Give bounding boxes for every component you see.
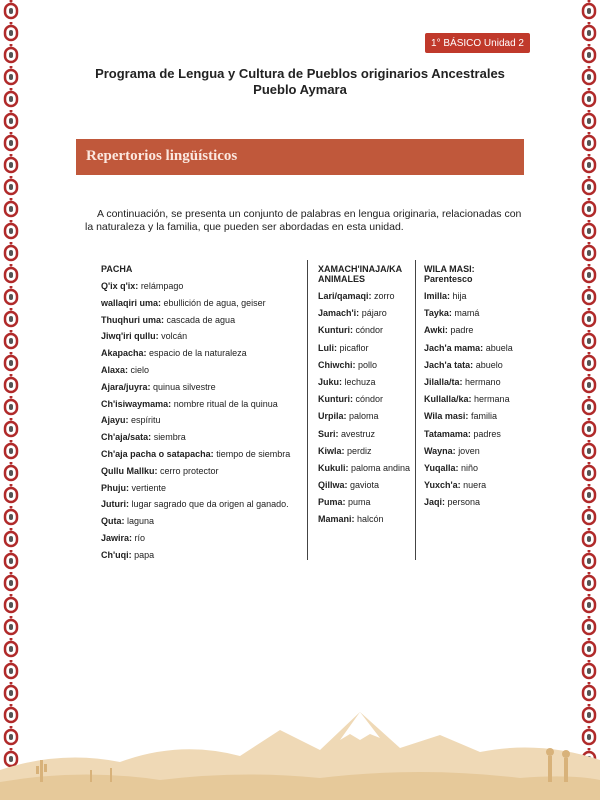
word-definition: tiempo de siembra: [216, 448, 291, 459]
word-term: Q'ix q'ix:: [101, 281, 139, 291]
word-term: Jawira:: [101, 532, 133, 543]
word-definition: joven: [458, 445, 480, 456]
word-term: Jaqi:: [424, 497, 446, 508]
word-entry: [101, 532, 301, 549]
word-term: Kiwla:: [318, 445, 345, 456]
column-divider: [307, 260, 308, 560]
word-entry: [424, 376, 524, 393]
word-term: Ajayu:: [101, 415, 129, 426]
heading-line-1: WILA MASI:: [424, 264, 475, 274]
word-entry: [101, 498, 301, 515]
column-heading: [318, 264, 413, 284]
word-definition: mamá: [454, 308, 480, 319]
word-entry: [101, 431, 301, 448]
word-definition: nuera: [463, 480, 487, 491]
word-definition: padres: [473, 428, 501, 439]
word-entry: [424, 307, 524, 324]
right-decorative-border: [578, 0, 600, 800]
word-list: [424, 290, 524, 513]
word-term: wallaqiri uma:: [101, 297, 162, 308]
word-definition: padre: [450, 325, 474, 336]
word-term: Luli:: [318, 342, 337, 353]
word-entry: [318, 445, 413, 462]
word-entry: [101, 347, 301, 364]
word-entry: [101, 330, 301, 347]
word-entry: [424, 359, 524, 376]
word-definition: niño: [461, 462, 479, 473]
word-definition: lugar sagrado que da origen al ganado.: [131, 499, 289, 510]
word-definition: hija: [452, 291, 467, 301]
heading-line-2: ANIMALES: [318, 274, 365, 284]
word-entry: [424, 445, 524, 462]
animales-column: [318, 264, 413, 531]
word-definition: quinua silvestre: [153, 381, 216, 392]
word-term: Wayna:: [424, 445, 456, 456]
word-term: Akapacha:: [101, 348, 147, 359]
word-definition: cielo: [130, 364, 150, 375]
word-entry: [318, 496, 413, 513]
section-title: Repertorios lingüísticos: [86, 148, 238, 164]
word-term: Imilla:: [424, 291, 451, 301]
word-entry: [318, 307, 413, 324]
word-term: Tatamama:: [424, 428, 471, 439]
word-entry: [424, 428, 524, 445]
word-definition: familia: [470, 411, 497, 422]
heading-line-1: XAMACH'INAJA/KA: [318, 264, 403, 274]
word-entry: [318, 290, 413, 307]
right-border-pattern: [578, 0, 600, 800]
word-entry: [424, 342, 524, 359]
intro-paragraph: A continuación, se presenta un conjunto de palabras en lengua originaria, relacionadas con la naturaleza y la familia, que pueden ser abordadas en esta unidad.: [85, 208, 522, 233]
word-definition: espacio de la naturaleza: [149, 348, 247, 359]
word-entry: [101, 515, 301, 532]
word-term: Ch'aja pacha o satapacha:: [101, 448, 214, 459]
word-term: Kukuli:: [318, 462, 349, 473]
column-divider: [415, 260, 416, 560]
column-heading: [424, 264, 524, 284]
column-heading: PACHA: [101, 264, 133, 274]
word-term: Ajara/juyra:: [101, 381, 151, 392]
word-term: Mamani:: [318, 514, 355, 525]
word-list: [101, 280, 301, 566]
word-definition: río: [134, 532, 146, 543]
word-entry: [318, 393, 413, 410]
word-entry: [101, 314, 301, 331]
title-line-1: Programa de Lengua y Cultura de Pueblos originarios Ancestrales: [95, 66, 505, 81]
word-term: Ch'isiwaymama:: [101, 398, 172, 409]
word-definition: picaflor: [339, 342, 369, 353]
word-entry: [424, 410, 524, 427]
word-definition: papa: [134, 549, 155, 560]
word-entry: [318, 359, 413, 376]
word-entry: [101, 414, 301, 431]
word-definition: abuela: [485, 342, 513, 353]
mountain-landscape-icon: [0, 690, 600, 800]
word-term: Yuqalla:: [424, 462, 459, 473]
page-title: [60, 66, 540, 98]
word-entry: [424, 324, 524, 341]
word-entry: [318, 324, 413, 341]
word-definition: pollo: [358, 359, 378, 370]
word-definition: halcón: [357, 514, 384, 525]
left-border-pattern: [0, 0, 22, 800]
word-entry: [101, 280, 301, 297]
word-entry: [101, 549, 301, 566]
word-entry: [318, 462, 413, 479]
word-term: Tayka:: [424, 308, 452, 319]
word-term: Qullu Mallku:: [101, 465, 158, 476]
word-definition: laguna: [127, 516, 155, 527]
word-definition: relámpago: [140, 281, 184, 291]
word-definition: siembra: [153, 432, 186, 443]
word-definition: avestruz: [341, 428, 376, 439]
word-definition: puma: [348, 497, 371, 508]
word-term: Ch'aja/sata:: [101, 432, 152, 443]
word-entry: [101, 482, 301, 499]
word-definition: gaviota: [350, 480, 380, 491]
word-term: Juku:: [318, 376, 343, 387]
word-entry: [101, 364, 301, 381]
word-entry: [101, 448, 301, 465]
word-definition: vertiente: [131, 482, 167, 493]
word-definition: cóndor: [355, 325, 384, 336]
word-definition: cerro protector: [160, 465, 219, 476]
word-definition: pájaro: [361, 308, 387, 319]
word-term: Chiwchi:: [318, 359, 356, 370]
word-definition: cóndor: [355, 394, 384, 405]
word-entry: [318, 513, 413, 530]
word-term: Kunturi:: [318, 394, 353, 405]
word-term: Kunturi:: [318, 325, 353, 336]
word-entry: [101, 381, 301, 398]
word-term: Jach'a mama:: [424, 342, 484, 353]
word-entry: [424, 290, 524, 307]
word-entry: [318, 479, 413, 496]
word-entry: [101, 297, 301, 314]
word-definition: paloma: [349, 411, 379, 422]
word-term: Thuqhuri uma:: [101, 314, 164, 325]
word-entry: [101, 398, 301, 415]
word-entry: [318, 428, 413, 445]
word-term: Awki:: [424, 325, 448, 336]
word-term: Wila masi:: [424, 411, 469, 422]
word-definition: abuelo: [475, 359, 503, 370]
word-term: Jach'a tata:: [424, 359, 474, 370]
word-definition: cascada de agua: [166, 314, 236, 325]
word-definition: espíritu: [131, 415, 161, 426]
word-term: Puma:: [318, 497, 346, 508]
word-definition: paloma andina: [351, 462, 411, 473]
word-term: Jamach'i:: [318, 308, 360, 319]
word-definition: perdiz: [347, 445, 372, 456]
word-entry: [101, 465, 301, 482]
left-decorative-border: [0, 0, 22, 800]
word-list: [318, 290, 413, 531]
word-term: Phuju:: [101, 482, 129, 493]
word-entry: [424, 496, 524, 513]
word-term: Jilalla/ta:: [424, 376, 463, 387]
word-term: Yuxch'a:: [424, 480, 461, 491]
footer-landscape-illustration: [0, 690, 600, 800]
word-term: Alaxa:: [101, 364, 129, 375]
word-definition: hermana: [474, 394, 510, 405]
word-entry: [424, 393, 524, 410]
word-term: Juturi:: [101, 499, 129, 510]
word-term: Kullalla/ka:: [424, 394, 472, 405]
parentesco-column: [424, 264, 524, 513]
word-term: Urpila:: [318, 411, 347, 422]
word-definition: nombre ritual de la quinua: [173, 398, 278, 409]
word-definition: lechuza: [344, 376, 376, 387]
word-entry: [318, 342, 413, 359]
word-entry: [424, 462, 524, 479]
word-term: Ch'uqi:: [101, 549, 132, 560]
word-term: Suri:: [318, 428, 339, 439]
word-entry: [318, 410, 413, 427]
pacha-column: [101, 264, 301, 566]
word-entry: [318, 376, 413, 393]
word-definition: zorro: [374, 291, 395, 301]
section-banner: [76, 139, 524, 175]
word-term: Qillwa:: [318, 480, 348, 491]
word-term: Lari/qamaqi:: [318, 291, 372, 301]
heading-line-2: Parentesco: [424, 274, 473, 284]
grade-unit-badge: 1° BÁSICO Unidad 2: [425, 33, 530, 53]
word-definition: hermano: [465, 376, 501, 387]
word-term: Quta:: [101, 516, 125, 527]
word-entry: [424, 479, 524, 496]
word-definition: volcán: [161, 331, 188, 342]
word-definition: persona: [447, 497, 481, 508]
word-term: Jiwq'iri qullu:: [101, 331, 159, 342]
word-definition: ebullición de agua, geiser: [163, 297, 266, 308]
title-line-2: Pueblo Aymara: [253, 82, 347, 97]
